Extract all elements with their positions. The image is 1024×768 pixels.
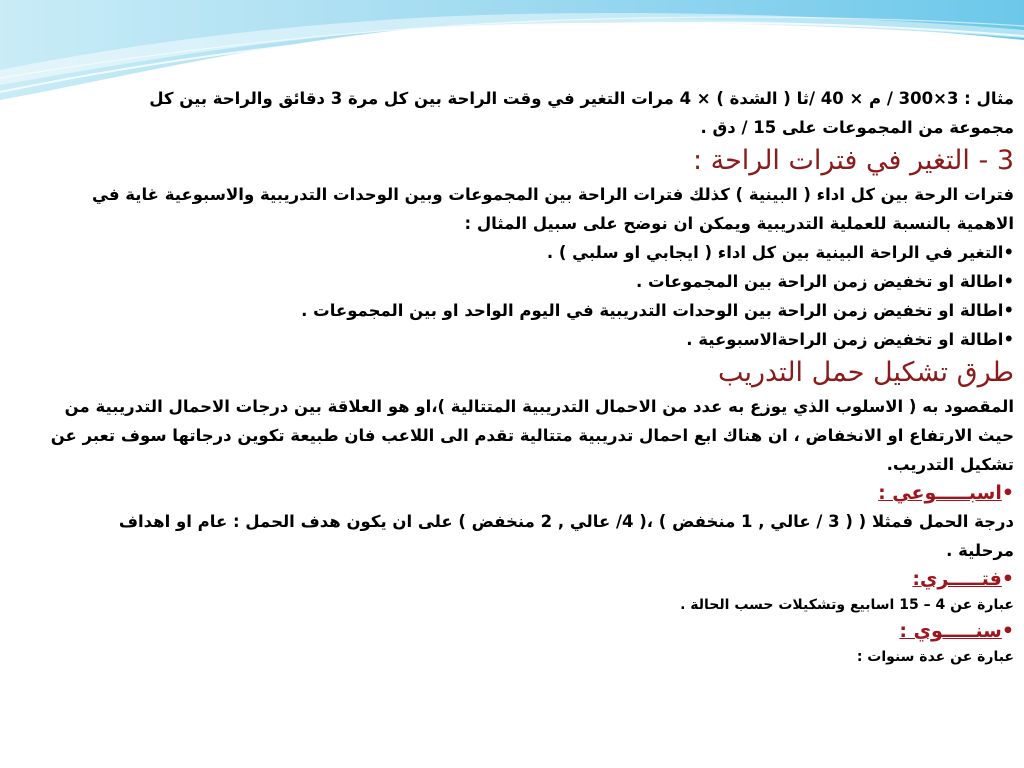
methods-paragraph-line-1: المقصود به ( الاسلوب الذي يوزع به عدد من الاحمال التدريبية المتتالية )،او هو العلاقة بين درجات الاحمال التدريبية من <box>64 397 1014 416</box>
section3-bullet-4: •اطالة او تخفيض زمن الراحةالاسبوعية . <box>686 330 1014 349</box>
section3-bullet-1: •التغير في الراحة البينية بين كل اداء ( ايجابي او سلبي ) . <box>546 243 1014 262</box>
methods-paragraph-line-3: تشكيل التدريب. <box>886 455 1014 474</box>
section3-heading: 3 - التغير في فترات الراحة : <box>692 145 1014 176</box>
weekly-line-2: مرحلية . <box>946 541 1014 560</box>
periodic-bullet: • <box>1001 568 1014 590</box>
methods-heading: طرق تشكيل حمل التدريب <box>717 357 1014 388</box>
example-line-2: مجموعة من المجموعات على 15 / دق . <box>700 118 1014 137</box>
yearly-subheading <box>10 617 1014 645</box>
section3-paragraph-line-1: فترات الرحة بين كل اداء ( البينية ) كذلك فترات الراحة بين المجموعات وبين الوحدات التدريبية والاسبوعية غاية في <box>92 185 1014 204</box>
periodic-title: فتـــــري: <box>912 568 1002 590</box>
yearly-text: عبارة عن عدة سنوات : <box>856 649 1014 665</box>
yearly-title: سنـــــوي : <box>899 620 1002 642</box>
section3-paragraph-line-2: الاهمية بالنسبة للعملية التدريبية ويمكن ان نوضح على سبيل المثال : <box>464 214 1014 233</box>
weekly-title: اسبـــــوعي : <box>878 482 1002 504</box>
section3-bullet-2: •اطالة او تخفيض زمن الراحة بين المجموعات . <box>635 272 1014 291</box>
slide-content <box>10 84 1014 669</box>
methods-paragraph-line-2: حيث الارتفاع او الانخفاض ، ان هناك ابع احمال تدريبية متتالية تقدم الى اللاعب فان طبيعة تكوين درجاتها سوف تعبر عن <box>50 426 1014 445</box>
section3-bullet-3: •اطالة او تخفيض زمن الراحة بين الوحدات التدريبية في اليوم الواحد او بين المجموعات . <box>301 301 1014 320</box>
weekly-line-1: درجة الحمل فمثلا ( ( 3 / عالي , 1 منخفض ) ،( 4/ عالي , 2 منخفض ) على ان يكون هدف الحمل : عام او اهداف <box>118 512 1014 531</box>
yearly-bullet: • <box>1001 620 1014 642</box>
periodic-text: عبارة عن 4 – 15 اسابيع وتشكيلات حسب الحالة . <box>680 597 1014 613</box>
weekly-bullet: • <box>1001 482 1014 504</box>
periodic-subheading <box>10 565 1014 593</box>
example-line-1: مثال : 3×300 / م × 40 /ثا ( الشدة ) × 4 مرات التغير في وقت الراحة بين كل مرة 3 دقائق والراحة بين كل <box>149 89 1014 108</box>
weekly-subheading <box>10 479 1014 507</box>
